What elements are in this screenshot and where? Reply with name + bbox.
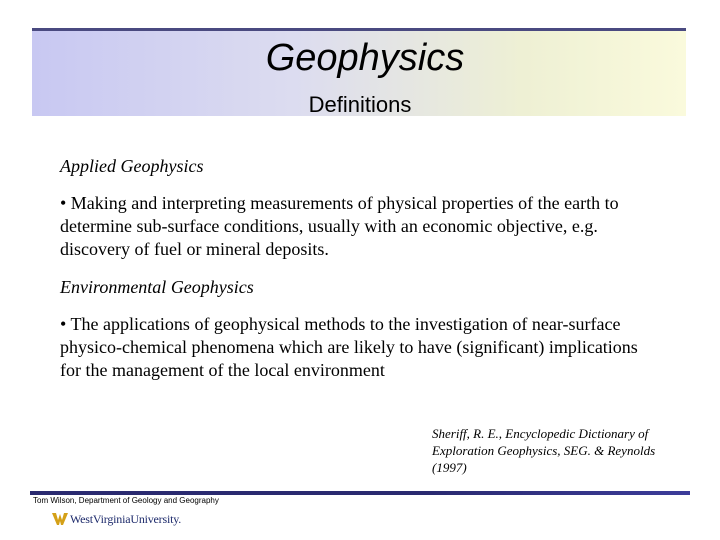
- logo-text: WestVirginiaUniversity.: [70, 511, 182, 526]
- footer-rule: [30, 491, 690, 495]
- section-text-applied: • Making and interpreting measurements of physical properties of the earth to determine sub-surface conditions, usually with an economic objective, e.g. discovery of fuel or mineral deposits.: [60, 193, 619, 259]
- section-text-environmental: • The applications of geophysical methods to the investigation of near-surface physico-chemical phenomena which are likely to have (significant) implications for the management of the local environment: [60, 314, 638, 380]
- slide-subtitle: Definitions: [308, 92, 412, 117]
- section-heading-environmental: Environmental Geophysics: [60, 277, 254, 297]
- slide-title: Geophysics: [265, 37, 465, 79]
- section-heading-applied: Applied Geophysics: [60, 156, 204, 176]
- citation: Sheriff, R. E., Encyclopedic Dictionary of Exploration Geophysics, SEG. & Reynolds (1997): [432, 426, 656, 475]
- footer-credit: Tom Wilson, Department of Geology and Geography: [33, 496, 219, 505]
- university-logo: [52, 508, 181, 530]
- wvu-logo-icon: [52, 511, 68, 527]
